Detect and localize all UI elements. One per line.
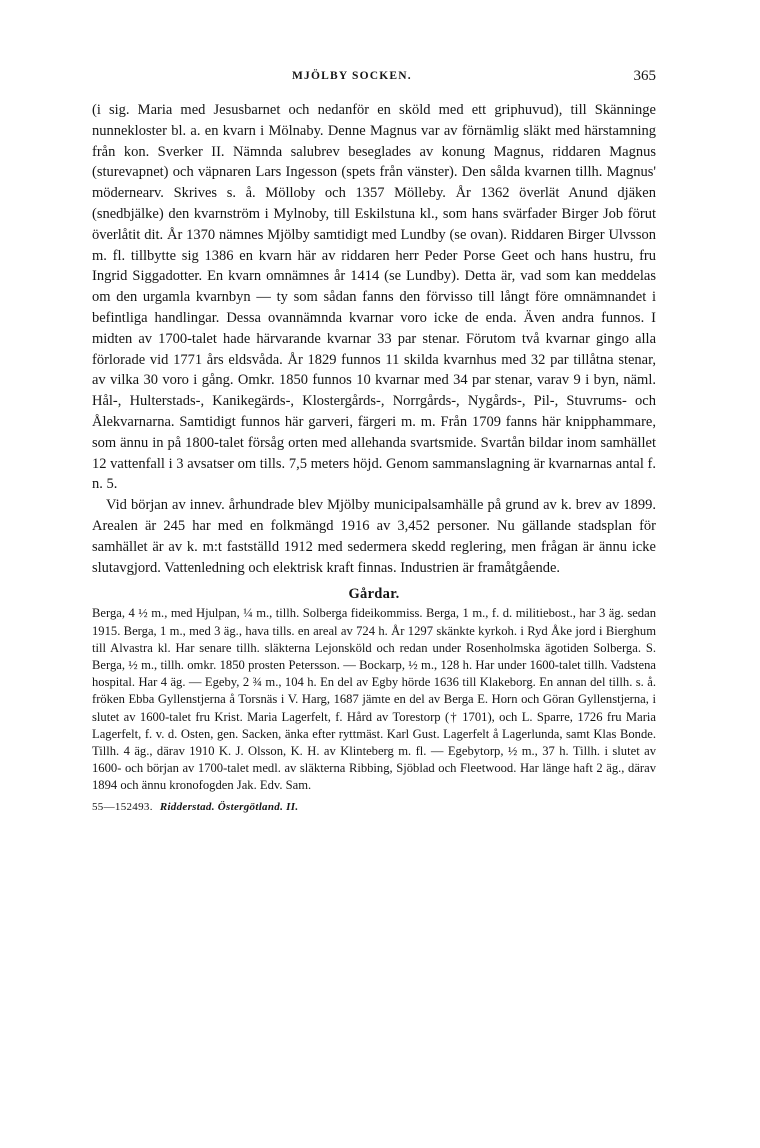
running-title: MJÖLBY SOCKEN. xyxy=(292,70,412,82)
running-header xyxy=(92,68,656,90)
main-body xyxy=(92,100,656,578)
farms-paragraph: Berga, 4 ½ m., med Hjulpan, ¼ m., tillh. Solberga fideikommiss. Berga, 1 m., f. d. militiebost., har 3 äg. sedan 1915. Berga, 1 m., med 3 äg., hava tills. en areal av 724 h. År 1297 skänkte kyrkoh. i Ryd Åke jord i Bierghum till Alvastra kl. Har senare tillh. släkterna Lejonsköld och redan under Rosenholmska ägotiden Solberga. S. Berga, ½ m., tillh. omkr. 1850 prosten Petersson. — Bockarp, ½ m., 128 h. Har under 1600-talet tillh. Vadstena hospital. Har 4 äg. — Egeby, 2 ¾ m., 104 h. En del av Egby hörde 1636 till Klakeborg. En annan del tillh. s. å. fröken Ebba Gyllenstjerna å Torsnäs i V. Harg, 1687 jämte en del av Berga E. Horn och Göran Gyllenstjerna, i slutet av 1600-talet fru Krist. Maria Lagerfelt, f. Hård av Torestorp († 1701), och L. Sparre, 1726 fru Maria Lagerfelt, f. v. d. Osten, gen. Sacken, änka efter ryttmäst. Karl Gust. Lagerfelt å Lagerlunda, samt Klas Bonde. Tillh. 4 äg., därav 1910 K. J. Olsson, K. H. av Klinteberg m. fl. — Egebytorp, ½ m., 37 h. Tillh. i slutet av 1600- och början av 1700-talet medl. av släkterna Ribbing, Sjöblad och Fleetwood. Har länge haft 2 äg., därav 1894 och ännu kronofogden Jak. Edv. Sam. xyxy=(92,606,656,793)
page-number: 365 xyxy=(633,68,656,84)
body-paragraph-1: (i sig. Maria med Jesusbarnet och nedanför en sköld med ett griphuvud), till Skänninge nunnekloster bl. a. en kvarn i Mölnaby. Denne Magnus var av förnämlig släkt med härstamning från kon. Sverker II. Nämnda salubrev beseglades av konung Magnus, riddaren Magnus (sturevapnet) och väpnaren Lars Ingesson (spets från vänster). Den sålda kvarnen tillh. Magnus' mödernearv. Skrives s. å. Mölloby och 1357 Mölleby. År 1362 överlät Anund djäken (snedbjälke) den kvarnström i Mylnoby, till Eskilstuna kl., som hans svärfader Birger Job förut överlåtit dit. År 1370 nämnes Mjölby samtidigt med Lundby (se ovan). Riddaren Birger Ulvsson m. fl. tillbytte sig 1386 en kvarn här av riddaren herr Peder Porse Geet och hans hustru, fru Ingrid Siggadotter. En kvarn omnämnes år 1414 (se Lundby). Detta är, vad som kan meddelas om den urgamla kvarnbyn — ty som sådan fanns den förvisso till långt före omnämnandet i befintliga handlingar. Dessa ovannämnda kvarnar voro icke de enda. Även andra funnos. I midten av 1700-talet hade härvarande kvarnar 33 par stenar. Förutom två kvarnar gingo alla förlorade vid 1771 års eldsvåda. År 1829 funnos 11 skilda kvarnhus med 32 par tillåtna stenar, av vilka 30 voro i gång. Omkr. 1850 funnos 10 kvarnar med 34 par stenar, varav 9 i byn, näml. Hål-, Hulterstads-, Kanikegärds-, Klostergårds-, Norrgårds-, Nygårds-, Pil-, Stuvrums- och Ålekvarnarna. Samtidigt funnos här garveri, färgeri m. m. Från 1709 fanns här knipphammare, som ännu in på 1800-talet försåg orten med allehanda svartsmide. Svartån bildar inom samhället 12 vattenfall i 3 avsatser om tills. 7,5 meters höjd. Genom sammanslagning är kvarnarnas antal f. n. 5. xyxy=(92,102,656,493)
section-heading: Gårdar. xyxy=(348,586,400,603)
signature-line: Ridderstad. Östergötland. II. xyxy=(159,800,299,813)
print-code: 55—152493. xyxy=(92,800,153,813)
print-footer xyxy=(92,801,656,813)
farms-section xyxy=(92,605,656,794)
book-page xyxy=(92,68,656,813)
body-paragraph-2: Vid början av innev. århundrade blev Mjölby municipalsamhälle på grund av k. brev av 1899. Arealen är 245 har med en folkmängd 1916 av 3,452 personer. Nu gällande stadsplan för samhället är av k. m:t fastställd 1912 med sedermera skedd reglering, men frågan är ännu icke slutavgjord. Vattenledning och elektrisk kraft finnas. Industrien är framåtgående. xyxy=(92,497,656,576)
